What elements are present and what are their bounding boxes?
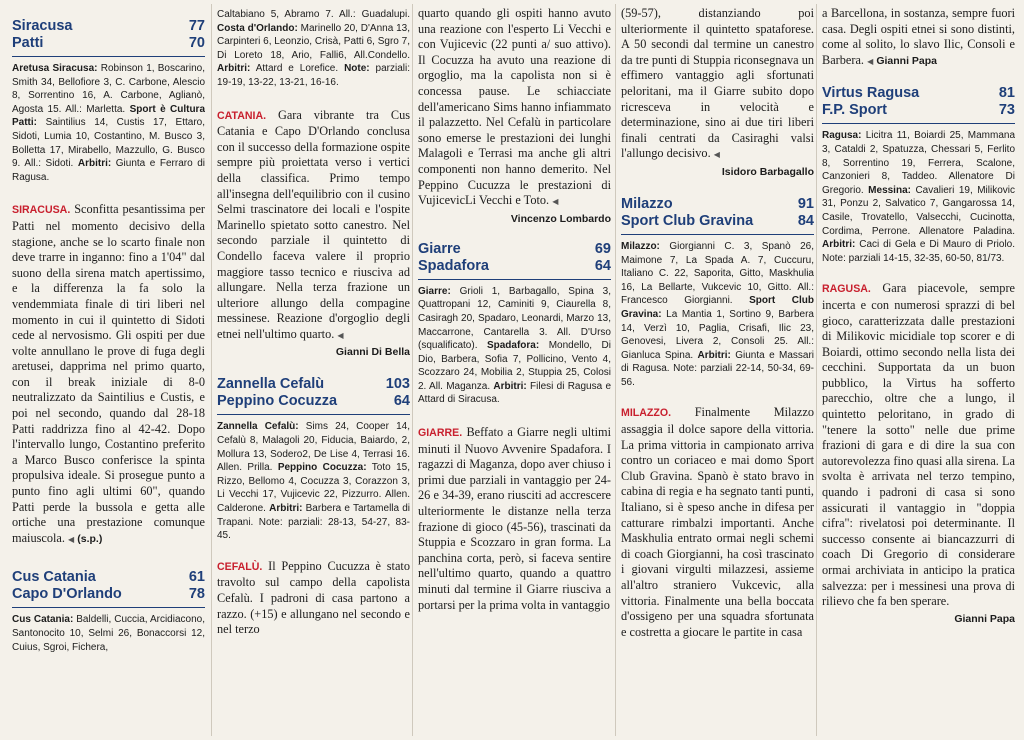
- away-team: Spadafora: [418, 257, 489, 274]
- signature: Isidoro Barbagallo: [721, 165, 814, 178]
- home-team: Cus Catania: [12, 569, 96, 586]
- dateline: CEFALÙ.: [217, 560, 263, 573]
- away-score: 64: [393, 393, 410, 410]
- article-giarre-continued: [621, 6, 814, 163]
- column-5: [822, 0, 1015, 740]
- lineup-team: Costa d'Orlando:: [217, 22, 298, 34]
- end-mark-icon: ◀: [867, 56, 874, 66]
- article-text: (59-57), distanziando poi ulteriormente il quintetto spataforese. A 50 secondi dal termine un canestro da tre punti di Stuppia riconsegnava un effimero vantaggio agli sfortunati peloritani, ma il Giarre subito dopo ricresceva in velocità e determinazione, sino ai due tiri liberi finali centrati da Casiraghi valsi l'allungo decisivo.: [621, 6, 814, 161]
- article-cefalu: [217, 559, 410, 638]
- away-score: 70: [188, 35, 205, 51]
- score-divider: [822, 123, 1015, 124]
- notes-label: Note:: [344, 63, 370, 75]
- score-header: [621, 196, 814, 230]
- signature: Vincenzo Lombardo: [510, 212, 611, 225]
- away-team: Capo D'Orlando: [12, 586, 122, 603]
- away-team: Patti: [12, 35, 44, 51]
- home-team: Giarre: [418, 240, 461, 257]
- article-milazzo: [621, 405, 814, 640]
- lineups: [217, 420, 410, 542]
- end-mark-icon: ◀: [337, 330, 344, 340]
- column-4: [621, 0, 814, 740]
- lineup-players: Caltabiano 5, Abramo 7. All.: Guadalupi.: [217, 9, 410, 20]
- article-cefalu-continued: [418, 6, 611, 210]
- lineup-players: Grioli 1, Barbagallo, Spina 3, Quattropani 12, Caminiti 9, Ciaurella 8, Casiragh 20, Spadaro, Leonardi, Marzo 13, Maccarrone, Cantarella 3. All. D'Urso (squalificato).: [418, 285, 611, 352]
- score-header: [12, 569, 205, 603]
- lineup-team: Cus Catania:: [12, 614, 74, 626]
- lineup-players: Marinello 20, D'Anna 13, Carpinteri 6, Leonzio, Crisà, Patti 6, Sgro 7, Di Loreto 18, Ario, Falli6, All.Condello.: [217, 22, 410, 61]
- end-mark-icon: ◀: [68, 534, 75, 544]
- column-rule: [211, 4, 212, 736]
- article-text: Beffato a Giarre negli ultimi minuti il Nuovo Avvenire Spadafora. I ragazzi di Maganza, dopo aver chiuso i primi due parziali in vantaggio per 24-26 e 34-39, erano riusciti ad accrescere ulteriormente le distanze nella terza frazione di gioco (45-56), trascinati da Stuppia e Scozzaro in gran forma. La panchina corta, però, si faceva sentire nell'ultimo quarto, quando a quattro minuti dal termine il Giarre riusciva a portarsi per la prima volta in vantaggio: [418, 425, 611, 612]
- referees-label: Arbitri:: [269, 503, 303, 515]
- referees: Giunta e Ferraro di Ragusa.: [12, 158, 205, 183]
- lineup-players: Sims 24, Cooper 14, Cefalù 8, Malagoli 20, Fiducia, Baiardo, 2, Mollura 13, Sodero2, De Lise 4, Terrasi 16. Allen. Prilla.: [217, 421, 410, 474]
- lineup-players: Robinson 1, Boscarino, Smith 34, Bellofiore 3, C. Carbone, Alescio 8, Sorrentino 16, A. Carbone, Aglianò, Agosta 15. All.: Marletta.: [12, 63, 205, 115]
- home-team: Milazzo: [621, 195, 673, 212]
- score-box-siracusa-patti: [12, 18, 205, 184]
- referees-label: Arbitri:: [822, 239, 856, 251]
- home-score: 61: [188, 569, 205, 586]
- dateline: MILAZZO.: [621, 407, 672, 420]
- end-mark-icon: ◀: [552, 197, 559, 207]
- lineup-team: Peppino Cocuzza:: [277, 462, 367, 474]
- signature: Gianni Papa: [876, 54, 937, 67]
- referees: Caci di Gela e Di Mauro di Priolo. Note: parziali 14-15, 32-35, 60-50, 81/73.: [822, 239, 1015, 264]
- score-header: [822, 85, 1015, 119]
- lineup-players: Giorgianni C. 3, Spanò 26, Maimone 7, La Spada A. 7, Cuccuru, Italiano C. 22, Saporita, Gitto, Maskhulia 16, La Bellarte, Vukcevic 10, Gitto. All.: Francesco Giorgianni.: [621, 240, 814, 307]
- lineup-team: Aretusa Siracusa:: [12, 63, 98, 74]
- article-siracusa: [12, 202, 205, 547]
- column-3: [418, 0, 611, 740]
- lineups: [621, 240, 814, 390]
- away-team: Sport Club Gravina: [621, 212, 754, 229]
- score-box-milazzo-gravina: [621, 196, 814, 390]
- away-team: Peppino Cocuzza: [217, 393, 338, 410]
- score-box-catania-capo: [12, 569, 205, 654]
- referees-label: Arbitri:: [697, 349, 731, 361]
- lineups-continued: [217, 8, 410, 90]
- article-catania: [217, 108, 410, 344]
- away-team: F.P. Sport: [822, 102, 887, 119]
- dateline: CATANIA.: [217, 109, 267, 122]
- lineup-team: Messina:: [868, 184, 911, 196]
- lineups: [822, 129, 1015, 265]
- lineup-team: Zannella Cefalù:: [217, 421, 299, 433]
- signature: Gianni Di Bella: [335, 346, 410, 359]
- column-rule: [412, 4, 413, 736]
- score-divider: [12, 56, 205, 57]
- article-text: Sconfitta pesantissima per Patti nel momento decisivo della stagione, anche se lo scarto finale non deve trarre in inganno: fino a 1'04" dal suono della sirena match apertissimo, e la differenza la fa solo la vendemmiata finale di tiri liberi nel momento in cui il quintetto di Sidoti cede al nervosismo. Gli ospiti per due volte annullano le prove di fuga degli aretusei, dapprima nel primo quarto, con il break iniziale di 8-0 neutralizzato da Saintilius e Custis, e poi nel secondo, quando dal 28-18 Patti raddrizza fino al 42-42. Dopo l'intervallo lungo, Costantino preferito a Marco Busco conferisce la spinta propulsiva ideale. Si prosegue punto a punto fino agli ultimi 60", quando Patti perde la bussola e getta alle ortiche una prestazione comunque maiuscola.: [12, 202, 205, 545]
- score-header: [217, 376, 410, 410]
- dateline: SIRACUSA.: [12, 204, 71, 217]
- score-header: [418, 241, 611, 275]
- score-box-cefalu-cocuzza: [217, 376, 410, 542]
- article-text: Gara piacevole, sempre incerta e con numerosi sprazzi di bel gioco, caratterizzata dalle prestazioni di Milikovic micidiale top scorer e di Boiardi, ottimo secondo nella lista dei cecchini. Supportata da un buon pubblico, la Virtus ha sofferto parecchio, oltre che a lungo, il quintetto peloritano, in grado di "tenere la sotto" nelle due prime frazioni di gara e di dire la sua con autorevolezza fino quasi alla sirena. La svolta è arrivata nel terzo tempino, quando i padroni di casa si sono assicurati il vantaggio in "doppia cifra": rivelatosi poi determinante. Il successo consente ai biancazzurri di coach Di Gregorio di considerare ormai archiviata in anticipo la pratica salvezza: per i messinesi una prova di rilievo che fa ben sperare.: [822, 281, 1015, 609]
- column-1: [12, 0, 205, 740]
- lineup-players: Licitra 11, Boiardi 25, Mammana 3, Cataldi 2, Spatuzza, Chessari 5, Ferlito 8, Sorrentino 19, Ferrera, Scalone, Canzonieri 8, Taddeo. Allenatore Di Gregorio.: [822, 130, 1015, 196]
- referees: Filesi di Ragusa e Attard di Siracusa.: [418, 380, 611, 406]
- lineup-team: Sport è Cultura Patti:: [12, 103, 205, 129]
- article-milazzo-continued: [822, 6, 1015, 69]
- home-team: Zannella Cefalù: [217, 376, 325, 393]
- referees-label: Arbitri:: [217, 63, 251, 75]
- article-ragusa: [822, 281, 1015, 609]
- article-giarre: [418, 425, 611, 613]
- home-score: 91: [797, 195, 814, 212]
- article-text: Finalmente Milazzo assaggia il dolce sapore della vittoria. La prima vittoria in campionato arriva contro un coriaceo e mai domo Sport Club Gravina. Spanò è stato bravo in cabina di regia e ha segnato tanti punti, Italiano, si è speso anche in difesa per catturare rimbalzi importanti. Anche Maskhulia entrato ormai negli schemi di coach Giorgianni, ha così trascinato i giovani virgulti milazzesi, assieme all'altro straniero Vukcevic, alla vittoria. Finalmente una bella boccata d'ossigeno per una squadra sfortunata e costretta a giocare le partite in casa: [621, 405, 814, 639]
- home-score: 69: [594, 240, 611, 257]
- score-header: [12, 18, 205, 52]
- away-score: 73: [998, 102, 1015, 119]
- lineups: [12, 62, 205, 184]
- lineup-team: Sport Club Gravina:: [621, 295, 814, 320]
- score-box-ragusa-fpsport: [822, 85, 1015, 265]
- lineup-players: Toto 15, Rizzo, Bellomo 4, Cocuzza 3, Corazzon 3, Li Vecchi 17, Vujicevic 22, Pizzurro. Allen. Calderone.: [217, 462, 410, 515]
- referees: Attard e Lorefice.: [255, 63, 339, 75]
- away-score: 84: [797, 212, 814, 229]
- article-text: a Barcellona, in sostanza, sempre fuori casa. Degli ospiti etnei si sono distinti, come al solito, lo slavo Ilic, Consoli e Barbera.: [822, 6, 1015, 67]
- referees-label: Arbitri:: [493, 380, 527, 392]
- lineup-players: Baldelli, Cuccia, Arcidiacono, Santonocito 10, Selmi 26, Bonaccorsi 12, Cuius, Sgroi, Fichera,: [12, 614, 205, 653]
- lineups: [12, 613, 205, 654]
- lineups: [418, 285, 611, 407]
- column-rule: [816, 4, 817, 736]
- column-rule: [615, 4, 616, 736]
- lineup-players: Cavalieri 19, Milikovic 31, Ponzu 2, Salvatico 7, Gangarossa 14, Casile, Trovatello, Valsecchi, Cucinotta, Cordima, Perrone. Allenatore Paladina.: [822, 184, 1015, 237]
- end-mark-icon: ◀: [713, 150, 720, 160]
- home-score: 81: [998, 85, 1015, 102]
- away-score: 64: [594, 257, 611, 274]
- score-box-giarre-spadafora: [418, 241, 611, 407]
- lineup-players: Saintilius 14, Custis 17, Ettaro, Sidoti, Lumia 10, Costantino, M. Busco 3, Bolletta 17, Mirabello, Mazzullo, G. Busco 9. All.: Sidoti.: [12, 117, 205, 170]
- home-team: Virtus Ragusa: [822, 85, 920, 102]
- home-score: 103: [385, 376, 410, 393]
- home-team: Siracusa: [12, 18, 73, 34]
- score-divider: [621, 234, 814, 235]
- notes: parziali: 19-19, 13-22, 13-21, 16-16.: [217, 63, 410, 88]
- referees: Giunta e Massari di Ragusa. Note: parziali 22-14, 50-34, 69-56.: [621, 349, 814, 388]
- home-score: 77: [188, 18, 205, 34]
- score-divider: [418, 279, 611, 280]
- lineup-team: Milazzo:: [621, 240, 660, 252]
- lineup-team: Ragusa:: [822, 130, 862, 142]
- referees-label: Arbitri:: [77, 158, 112, 170]
- dateline: RAGUSA.: [822, 283, 871, 296]
- signature: Gianni Papa: [954, 612, 1015, 625]
- signature: (s.p.): [77, 532, 103, 545]
- referees: Barbera e Tartamella di Trapani. Note: parziali: 28-13, 54-27, 83-45.: [217, 503, 410, 542]
- lineup-players: La Mantia 1, Sortino 9, Barbera 14, Verzì 10, Paglia, Crisafi, Ilic 23, Genovesi, Livera 2, Consoli 25. All.: Gianluca Spina.: [621, 308, 814, 361]
- article-text: Gara vibrante tra Cus Catania e Capo D'Orlando conclusa con il successo della formazione ospite sempre più proiettata verso i vertici della classifica. Primo tempo all'insegna dell'equilibrio con il cusino Selmi trascinatore dei locali e l'ospite Marinello spietato sotto canestro. Nel secondo parziale il quintetto di Condello faceva valere il proprio maggiore tasso tecnico e riusciva ad allungare. Nella terza frazione un ulteriore allungo della compagine messinese. Reazione d'orgoglio degli etnei nell'ultimo quarto.: [217, 107, 410, 341]
- lineup-team: Giarre:: [418, 285, 451, 297]
- lineup-team: Spadafora:: [486, 340, 540, 352]
- article-text: Il Peppino Cucuzza è stato travolto sul campo della capolista Cefalù. I padroni di casa partono a razzo. (+15) e allungano nel secondo e nel terzo: [217, 558, 410, 637]
- lineup-players: Mondello, Di Dio, Barbera, Sofia 7, Pollicino, Vento 4, Scozzaro 24, Mobilia 2, Stuppia 25, Colosi 2. All. Maganza.: [418, 340, 611, 392]
- dateline: GIARRE.: [418, 427, 463, 440]
- score-divider: [217, 414, 410, 415]
- column-2: [217, 0, 410, 740]
- article-text: quarto quando gli ospiti hanno avuto una reazione con l'esperto Li Vecchi e con Vujicevic (22 punti a/ suo attivo). Il Cocuzza ha avuto una reazione di orgoglio, ma la capolista non si è concessa pause. Le schiacciate dell'americano Sims hanno infiammato il palazzetto. Nel Cefalù in particolare sono emerse le prestazioni dei lunghi Malagoli e Terrasi ma anche gli altri componenti non hanno demerito. Nel Peppino Cucuzza le prestazioni di VujicevicLi Vecchi e Toto.: [418, 6, 611, 208]
- away-score: 78: [188, 586, 205, 603]
- score-divider: [12, 607, 205, 608]
